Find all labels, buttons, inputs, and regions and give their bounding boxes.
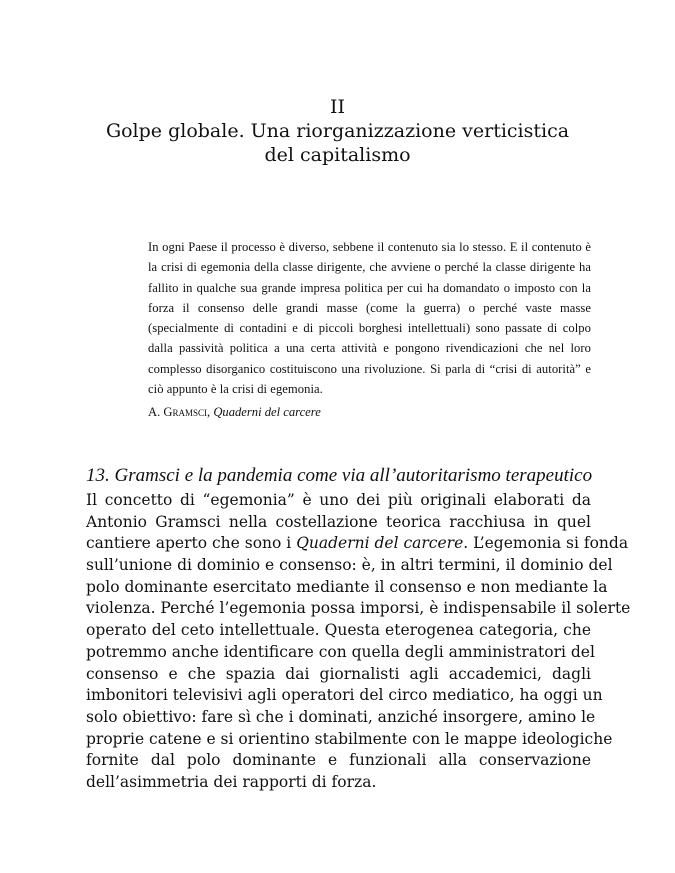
work-title: Quaderni del carcere	[213, 405, 321, 419]
body-text-segment: . L’egemonia si fonda	[463, 534, 629, 553]
body-line: violenza. Perché l’egemonia possa imporsi, è indispensabile il solerte	[86, 599, 631, 618]
body-text	[86, 490, 631, 794]
body-line: operato del ceto intellettuale. Questa eterogenea categoria, che	[86, 621, 591, 640]
body-line: sull’unione di dominio e consenso: è, in altri termini, il dominio del	[86, 556, 613, 575]
body-line	[86, 533, 629, 555]
body-text-segment: cantiere aperto che sono i	[86, 534, 297, 553]
body-line: potremmo anche identificare con quella degli amministratori del	[86, 642, 595, 661]
chapter-number: II	[329, 96, 345, 118]
body-line: imbonitori televisivi agli operatori del circo mediatico, ha oggi un	[86, 686, 603, 705]
body-line: proprie catene e si orientino stabilmente con le mappe ideologiche	[86, 729, 613, 748]
chapter-title: Golpe globale. Una riorganizzazione verticistica del capitalismo	[105, 120, 570, 166]
attribution-separator: ,	[207, 405, 214, 419]
body-line: consenso e che spazia dai giornalisti agli accademici, dagli	[86, 664, 591, 683]
author-initial: A.	[148, 405, 164, 419]
body-line: fornite dal polo dominante e funzionali alla conservazione	[86, 751, 591, 770]
section-heading: 13. Gramsci e la pandemia come via all’autoritarismo terapeutico	[86, 465, 593, 486]
body-line: dell’asimmetria dei rapporti di forza.	[86, 772, 377, 791]
body-line: polo dominante esercitato mediante il consenso e non mediante la	[86, 577, 608, 596]
epigraph-quote: In ogni Paese il processo è diverso, sebbene il contenuto sia lo stesso. E il contenuto è la crisi di egemonia della classe dirigente, che avviene o perché la classe dirigente ha fallito in qualche sua grande impresa politica per cui ha domandato o imposto con la forza il consenso delle grandi masse (come la guerra) o perché vaste masse (specialmente di contadini e di piccoli borghesi intellettuali) sono passate di colpo dalla passività politica a una certa attività e pongono rivendicazioni che nel loro complesso disorganico costituiscono una rivoluzione. Si parla di “crisi di autorità” e ciò appunto è la crisi di egemonia.	[148, 240, 591, 397]
author-surname: Gramsci	[163, 405, 208, 419]
body-line: solo obiettivo: fare sì che i dominati, anziché insorgere, amino le	[86, 707, 596, 726]
book-title-quaderni: Quaderni del carcere	[296, 534, 464, 553]
epigraph-attribution	[148, 403, 591, 421]
body-line: Il concetto di “egemonia” è uno dei più originali elaborati da	[86, 491, 591, 509]
body-line: Antonio Gramsci nella costellazione teorica racchiusa in quel	[86, 512, 591, 531]
